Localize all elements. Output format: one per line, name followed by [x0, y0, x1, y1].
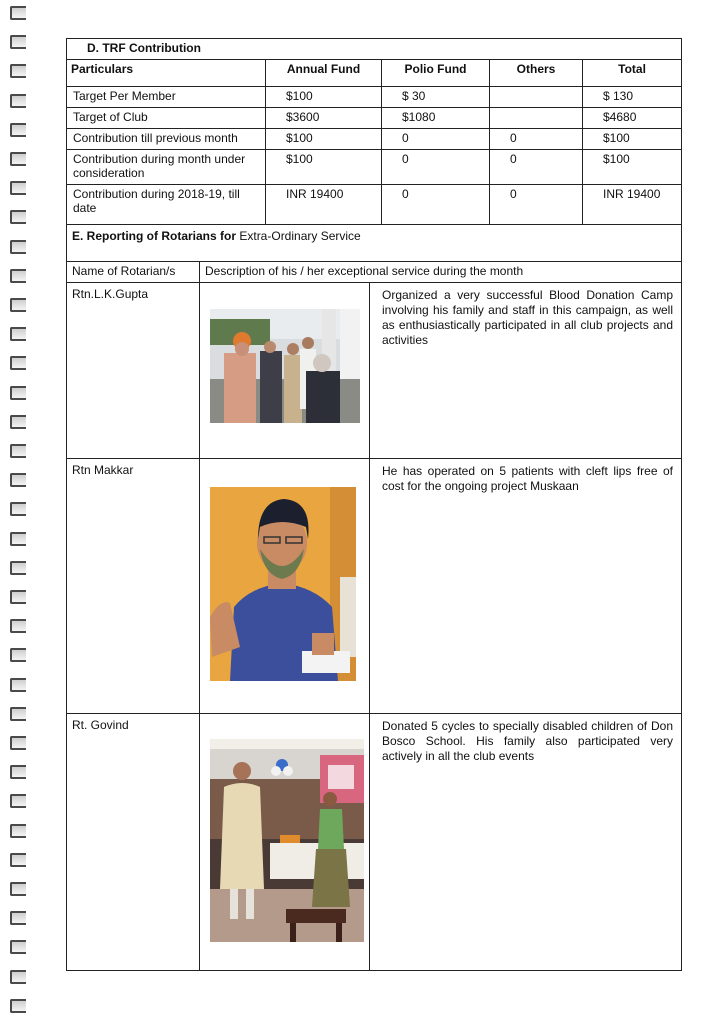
binding-hole — [10, 356, 26, 370]
header-rotarian-name: Name of Rotarian/s — [67, 262, 200, 283]
binding-hole — [10, 532, 26, 546]
binding-hole — [10, 152, 26, 166]
binding-hole — [10, 6, 26, 20]
table-row — [67, 129, 682, 150]
cell-annual: $100 — [266, 87, 382, 108]
trf-contribution-table — [66, 38, 682, 225]
cell-others: 0 — [490, 129, 583, 150]
photo-cell — [200, 283, 370, 459]
binding-hole — [10, 386, 26, 400]
cell-particulars: Target of Club — [67, 108, 266, 129]
cell-others: 0 — [490, 150, 583, 185]
blood-donation-camp-photo — [210, 309, 360, 423]
cell-polio: 0 — [382, 129, 490, 150]
binding-hole — [10, 970, 26, 984]
cell-annual: $100 — [266, 150, 382, 185]
section-title-reporting — [67, 225, 682, 262]
service-description: Organized a very successful Blood Donation Camp involving his family and staff in this campaign, as well as enthusiastically participated in all club projects and activities — [370, 283, 682, 459]
binding-hole — [10, 298, 26, 312]
cell-total: $100 — [583, 129, 682, 150]
binding-hole — [10, 824, 26, 838]
rotarian-name: Rt. Govind — [67, 714, 200, 971]
binding-hole — [10, 911, 26, 925]
table-row — [67, 283, 682, 459]
section-title-rest: Extra-Ordinary Service — [236, 229, 361, 243]
binding-hole — [10, 444, 26, 458]
binding-hole — [10, 473, 26, 487]
binding-hole — [10, 999, 26, 1013]
service-description: Donated 5 cycles to specially disabled children of Don Bosco School. His family also participated very actively in all the club events — [370, 714, 682, 971]
binding-hole — [10, 853, 26, 867]
binding-hole — [10, 269, 26, 283]
binding-hole — [10, 64, 26, 78]
photo-cell — [200, 714, 370, 971]
cell-others — [490, 87, 583, 108]
cell-total: $ 130 — [583, 87, 682, 108]
binding-hole — [10, 415, 26, 429]
cell-polio: 0 — [382, 150, 490, 185]
rotarian-name: Rtn Makkar — [67, 459, 200, 714]
cell-polio: 0 — [382, 185, 490, 225]
binding-hole — [10, 590, 26, 604]
table-row — [67, 459, 682, 714]
doctor-photo — [210, 487, 356, 681]
cell-polio: $ 30 — [382, 87, 490, 108]
cell-particulars: Target Per Member — [67, 87, 266, 108]
header-total: Total — [583, 60, 682, 87]
service-description: He has operated on 5 patients with cleft lips free of cost for the ongoing project Muskaan — [370, 459, 682, 714]
cell-particulars: Contribution during 2018-19, till date — [67, 185, 266, 225]
binding-hole — [10, 502, 26, 516]
cell-polio: $1080 — [382, 108, 490, 129]
header-annual-fund: Annual Fund — [266, 60, 382, 87]
cell-particulars: Contribution during month under consideration — [67, 150, 266, 185]
section-title-bold: E. Reporting of Rotarians for — [72, 229, 237, 243]
table-row — [67, 185, 682, 225]
donation-event-photo — [210, 739, 364, 942]
table-row — [67, 87, 682, 108]
cell-annual: $3600 — [266, 108, 382, 129]
binding-hole — [10, 765, 26, 779]
report-page — [66, 38, 681, 971]
cell-particulars: Contribution till previous month — [67, 129, 266, 150]
binding-hole — [10, 707, 26, 721]
binding-hole — [10, 94, 26, 108]
photo-cell — [200, 459, 370, 714]
header-particulars: Particulars — [67, 60, 266, 87]
table-row — [67, 714, 682, 971]
binding-hole — [10, 648, 26, 662]
table-row — [67, 108, 682, 129]
rotarian-reporting-table — [66, 225, 682, 971]
cell-annual: $100 — [266, 129, 382, 150]
spiral-binding — [10, 0, 30, 1024]
cell-others: 0 — [490, 185, 583, 225]
rotarian-name: Rtn.L.K.Gupta — [67, 283, 200, 459]
section-title-trf: D. TRF Contribution — [67, 39, 682, 60]
cell-total: $100 — [583, 150, 682, 185]
binding-hole — [10, 210, 26, 224]
table-header-row — [67, 262, 682, 283]
binding-hole — [10, 181, 26, 195]
binding-hole — [10, 794, 26, 808]
header-others: Others — [490, 60, 583, 87]
cell-annual: INR 19400 — [266, 185, 382, 225]
header-description: Description of his / her exceptional service during the month — [200, 262, 682, 283]
binding-hole — [10, 123, 26, 137]
binding-hole — [10, 619, 26, 633]
binding-hole — [10, 240, 26, 254]
binding-hole — [10, 678, 26, 692]
binding-hole — [10, 736, 26, 750]
binding-hole — [10, 561, 26, 575]
binding-hole — [10, 940, 26, 954]
cell-total: $4680 — [583, 108, 682, 129]
table-header-row — [67, 60, 682, 87]
table-row — [67, 150, 682, 185]
cell-total: INR 19400 — [583, 185, 682, 225]
cell-others — [490, 108, 583, 129]
binding-hole — [10, 882, 26, 896]
binding-hole — [10, 35, 26, 49]
header-polio-fund: Polio Fund — [382, 60, 490, 87]
binding-hole — [10, 327, 26, 341]
